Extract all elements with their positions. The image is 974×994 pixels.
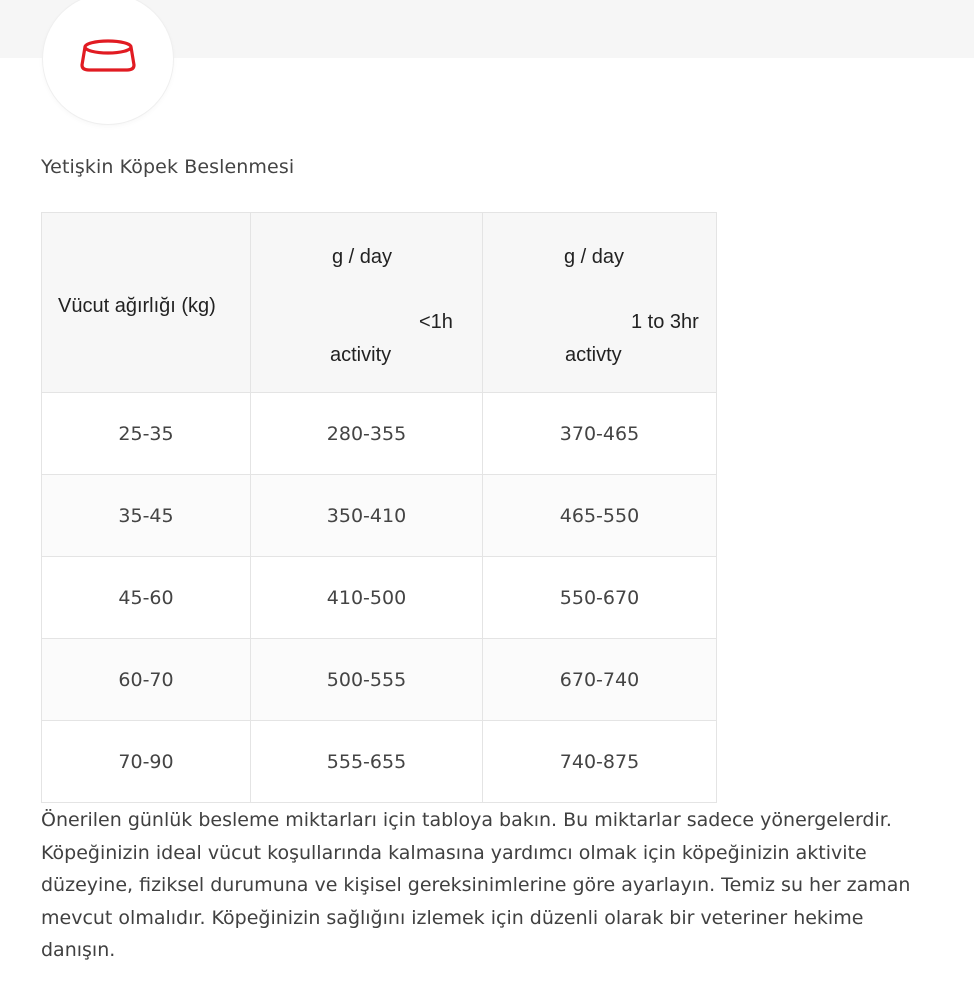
table-cell-low-activity: 280-355 — [251, 393, 483, 475]
dog-bowl-icon — [79, 38, 137, 74]
feeding-table — [41, 212, 717, 803]
table-cell-weight: 45-60 — [42, 557, 251, 639]
table-row — [42, 557, 717, 639]
table-cell-weight: 25-35 — [42, 393, 251, 475]
table-row — [42, 721, 717, 803]
table-cell-high-activity: 370-465 — [483, 393, 717, 475]
header-body-weight-label: Vücut ağırlığı (kg) — [58, 295, 216, 317]
table-cell-high-activity: 465-550 — [483, 475, 717, 557]
table-header-row — [42, 213, 717, 393]
table-cell-low-activity: 350-410 — [251, 475, 483, 557]
page-title: Yetişkin Köpek Beslenmesi — [41, 156, 295, 178]
table-cell-weight: 70-90 — [42, 721, 251, 803]
feeding-guidance-paragraph: Önerilen günlük besleme miktarları için tabloya bakın. Bu miktarlar sadece yönergelerdir. Köpeğinizin ideal vücut koşullarında kalmasına yardımcı olmak için köpeğinizin aktivite düzeyine, fiziksel durumuna ve kişisel gereksinimlerine göre ayarlayın. Temiz su her zaman mevcut olmalıdır. Köpeğinizin sağlığını izlemek için düzenli olarak bir veteriner hekime danışın. — [41, 809, 911, 962]
table-row — [42, 393, 717, 475]
table-row — [42, 639, 717, 721]
table-cell-low-activity: 555-655 — [251, 721, 483, 803]
table-cell-weight: 60-70 — [42, 639, 251, 721]
header-activity-word: activity — [330, 344, 392, 366]
header-high-activity — [483, 213, 717, 393]
table-cell-weight: 35-45 — [42, 475, 251, 557]
icon-badge — [43, 0, 173, 124]
header-activity-value: <1h — [419, 311, 453, 333]
header-activity-value: 1 to 3hr — [631, 311, 699, 333]
table-row — [42, 475, 717, 557]
table-cell-high-activity: 670-740 — [483, 639, 717, 721]
header-activity-word: activty — [565, 344, 622, 366]
header-body-weight — [42, 213, 251, 393]
table-cell-low-activity: 500-555 — [251, 639, 483, 721]
table-cell-high-activity: 550-670 — [483, 557, 717, 639]
header-unit-label: g / day — [564, 246, 625, 268]
table-cell-low-activity: 410-500 — [251, 557, 483, 639]
header-low-activity — [251, 213, 483, 393]
header-unit-label: g / day — [332, 246, 393, 268]
table-cell-high-activity: 740-875 — [483, 721, 717, 803]
